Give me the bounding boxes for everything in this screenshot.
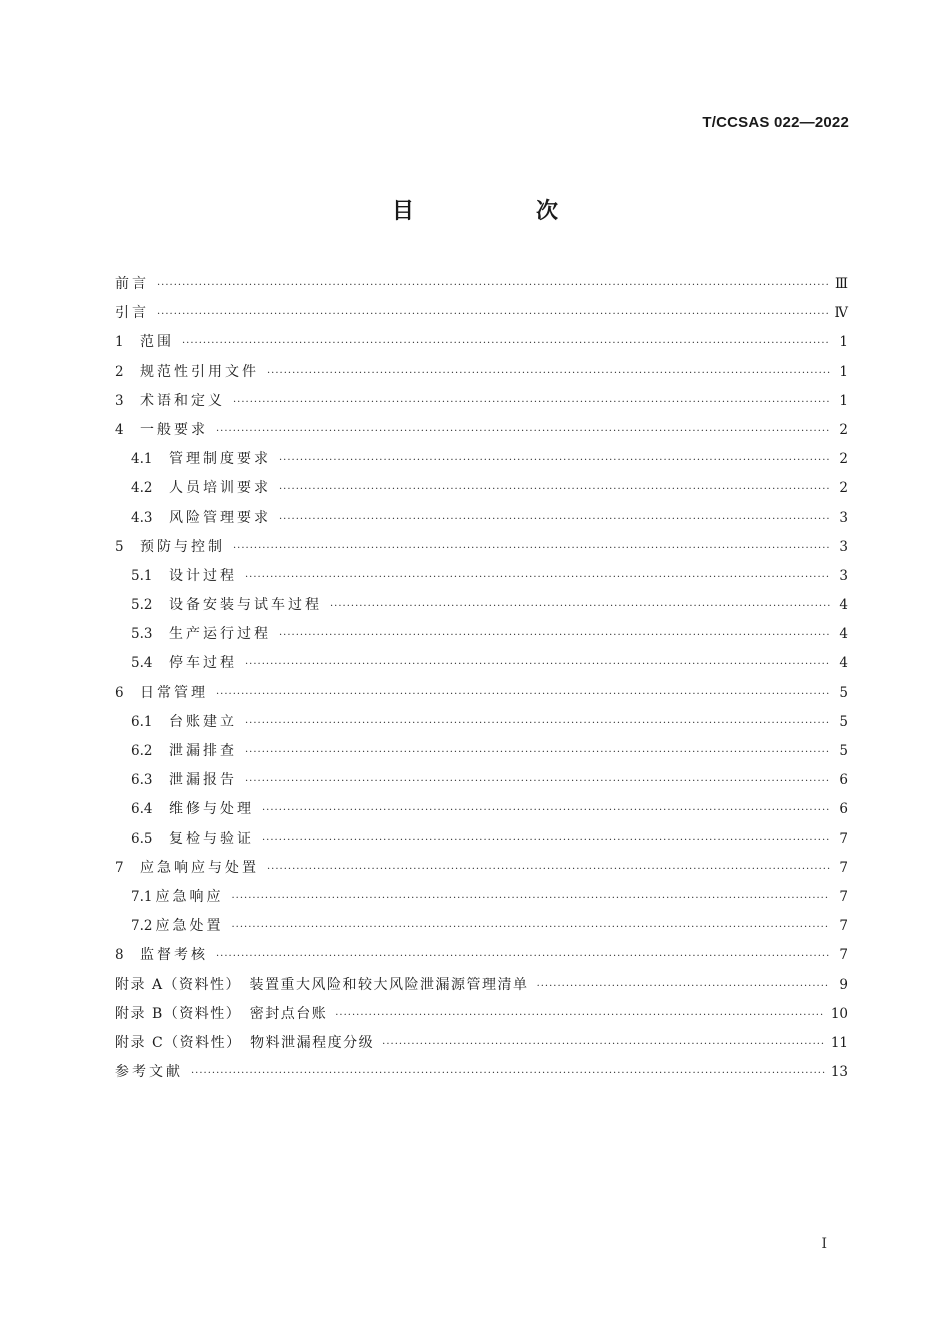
toc-leader [279,446,830,475]
toc-entry-text: 一般要求 [140,421,208,438]
toc-entry-text: 范围 [140,334,174,351]
toc-entry-page: 1 [839,363,848,380]
toc-entry-5-1[interactable] [115,562,848,591]
toc-leader [279,475,830,504]
toc-leader [335,1001,825,1030]
toc-entry-page: 7 [839,888,848,905]
toc-entry-number: 6.2 [131,743,153,759]
toc-entry-8[interactable] [115,941,848,970]
toc-entry-number: 7 [115,859,124,876]
toc-leader [382,1030,825,1059]
toc-entry-number: 5.4 [131,655,153,672]
toc-leader [216,417,830,446]
toc-entry-6[interactable] [115,679,848,708]
toc-entry-text: 复检与验证 [169,830,254,847]
toc-leader [157,300,829,329]
toc-entry-number: 5.1 [131,567,153,584]
toc-leader [267,359,830,388]
toc-entry-number: 4.1 [131,451,153,468]
toc-entry-6-5[interactable] [115,825,848,854]
toc-entry-page: 4 [839,626,848,643]
toc-entry-bibliography[interactable] [115,1058,848,1087]
toc-entry-4-3[interactable] [115,504,848,533]
toc-entry-6-4[interactable] [115,795,848,824]
toc-entry-4-2[interactable] [115,474,848,503]
toc-entry-page: 7 [839,918,848,935]
toc-entry-number: 6 [115,684,124,701]
toc-entry-6-2[interactable] [115,737,848,766]
toc-entry-number: 6.3 [131,772,153,789]
toc-leader [267,855,830,884]
document-number: T/CCSAS 022—2022 [702,114,849,131]
page-number: Ⅰ [821,1236,827,1252]
toc-leader [245,563,830,592]
toc-entry-page: 5 [839,743,848,759]
toc-entry-1[interactable] [115,328,848,357]
toc-entry-4-1[interactable] [115,445,848,474]
toc-entry-page: 9 [839,976,848,993]
toc-entry-page: 3 [839,538,848,555]
toc-entry-text: 预防与控制 [140,538,225,555]
toc-entry-text: 规范性引用文件 [140,363,259,380]
toc-leader [231,913,830,942]
toc-leader [233,534,830,563]
toc-entry-page: 13 [830,1064,848,1081]
toc-entry-text: 维修与处理 [169,801,254,818]
toc-entry-6-3[interactable] [115,766,848,795]
toc-entry-text: 管理制度要求 [169,451,271,468]
toc-entry-text: 停车过程 [169,655,237,672]
toc-leader [191,1059,825,1088]
toc-entry-text: 引言 [115,305,149,322]
toc-entry-page: Ⅳ [834,305,848,322]
toc-entry-page: 2 [839,451,848,468]
toc-entry-4[interactable] [115,416,848,445]
toc-list [115,270,848,1087]
toc-entry-number: 1 [115,334,124,351]
toc-entry-annex-c[interactable] [115,1029,848,1058]
toc-entry-text: 应急响应与处置 [140,859,259,876]
toc-leader [233,388,830,417]
toc-entry-text: 设计过程 [169,567,237,584]
toc-entry-page: 2 [839,421,848,438]
toc-entry-page: 1 [839,392,848,409]
toc-entry-page: 6 [839,801,848,818]
toc-entry-page: 11 [830,1034,848,1051]
toc-entry-text: 设备安装与试车过程 [169,597,322,614]
toc-leader [279,621,830,650]
toc-entry-page: 7 [839,947,848,964]
toc-entry-6-1[interactable] [115,708,848,737]
toc-entry-page: 7 [839,830,848,847]
toc-entry-text: 日常管理 [140,684,208,701]
toc-entry-text: 应急响应 [155,888,224,905]
toc-leader [231,884,830,913]
toc-entry-text: 应急处置 [155,918,224,935]
toc-entry-page: 2 [839,480,848,497]
toc-entry-page: 4 [839,597,848,614]
toc-leader [245,767,830,796]
toc-entry-foreword[interactable] [115,270,848,299]
toc-entry-7[interactable] [115,854,848,883]
toc-leader [262,826,830,855]
toc-entry-number: 7.2 [131,918,153,935]
toc-leader [330,592,830,621]
toc-entry-text: 监督考核 [140,947,208,964]
toc-entry-3[interactable] [115,387,848,416]
toc-entry-text: 前言 [115,276,149,292]
toc-entry-page: 6 [839,772,848,789]
toc-entry-text: 泄漏排查 [169,743,237,759]
toc-entry-number: 8 [115,947,124,964]
toc-entry-number: 5.3 [131,626,153,643]
toc-entry-text: 台账建立 [169,713,237,730]
toc-entry-7-1[interactable] [115,883,848,912]
toc-entry-number: 4 [115,421,124,438]
toc-entry-number: 4.2 [131,480,153,497]
toc-entry-text: 附录 C（资料性） 物料泄漏程度分级 [115,1034,375,1051]
toc-entry-page: 3 [839,509,848,526]
toc-entry-5-4[interactable] [115,649,848,678]
toc-leader [537,972,830,1001]
toc-entry-page: 3 [839,567,848,584]
toc-entry-page: 5 [839,713,848,730]
toc-leader [182,329,830,358]
toc-entry-number: 5.2 [131,597,153,614]
toc-entry-text: 生产运行过程 [169,626,271,643]
toc-entry-5[interactable] [115,533,848,562]
toc-entry-text: 附录 A（资料性） 装置重大风险和较大风险泄漏源管理清单 [115,976,529,993]
toc-entry-7-2[interactable] [115,912,848,941]
toc-entry-page: 10 [830,1005,848,1022]
toc-entry-text: 附录 B（资料性） 密封点台账 [115,1005,328,1022]
toc-entry-number: 6.1 [131,713,153,730]
toc-entry-text: 人员培训要求 [169,480,271,497]
toc-entry-number: 7.1 [131,888,153,905]
toc-title: 目 次 [391,199,608,224]
toc-leader [245,738,830,767]
toc-leader [245,709,830,738]
toc-entry-text: 参考文献 [115,1064,183,1081]
toc-entry-number: 2 [115,363,124,380]
toc-leader [245,650,830,679]
toc-entry-annex-a[interactable] [115,971,848,1000]
toc-leader [279,505,830,534]
toc-entry-number: 4.3 [131,509,153,526]
toc-entry-page: 7 [839,859,848,876]
toc-entry-text: 风险管理要求 [169,509,271,526]
toc-entry-number: 3 [115,392,124,409]
toc-entry-text: 泄漏报告 [169,772,237,789]
toc-entry-text: 术语和定义 [140,392,225,409]
toc-entry-2[interactable] [115,358,848,387]
toc-entry-number: 5 [115,538,124,555]
toc-entry-introduction[interactable] [115,299,848,328]
toc-entry-page: Ⅲ [834,276,848,292]
toc-leader [157,271,829,300]
toc-entry-page: 4 [839,655,848,672]
toc-entry-number: 6.4 [131,801,153,818]
toc-entry-5-2[interactable] [115,591,848,620]
toc-leader [216,942,830,971]
toc-leader [262,796,830,825]
toc-entry-number: 6.5 [131,830,153,847]
toc-entry-page: 5 [839,684,848,701]
toc-entry-page: 1 [839,334,848,351]
toc-leader [216,680,830,709]
toc-entry-5-3[interactable] [115,620,848,649]
toc-entry-annex-b[interactable] [115,1000,848,1029]
